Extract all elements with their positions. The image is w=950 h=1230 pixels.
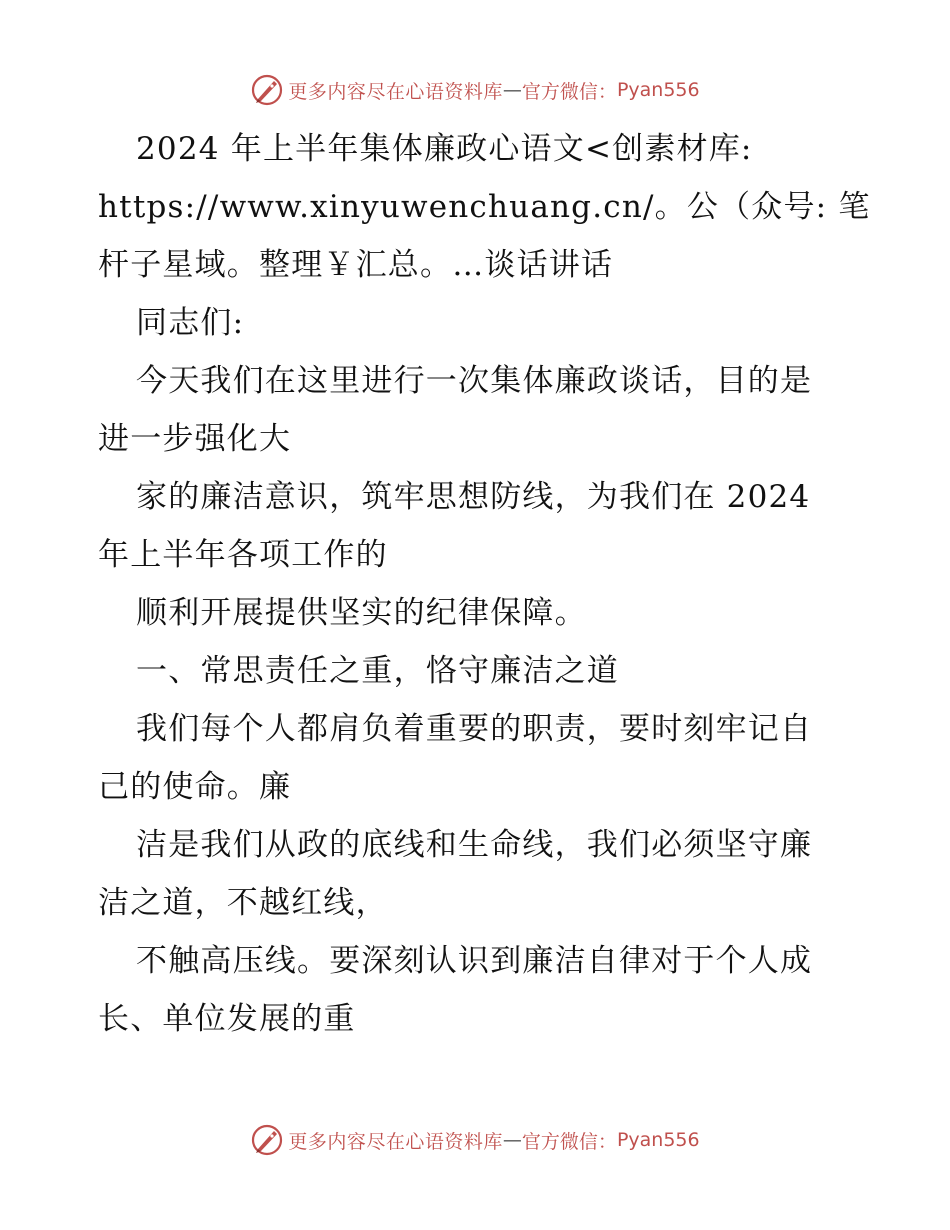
doc-line: 同志们: (136, 305, 245, 341)
doc-line: 长、单位发展的重 (98, 1001, 356, 1037)
quill-pen-logo-icon (250, 73, 284, 107)
doc-line: 顺利开展提供坚实的纪律保障。 (136, 595, 587, 631)
banner-text: 更多内容尽在心语资料库 (288, 80, 503, 103)
document-body (98, 120, 871, 1048)
doc-line: https://www.xinyuwenchuang.cn/。公（众号: 笔 (98, 189, 871, 225)
banner-text: 更多内容尽在心语资料库 (288, 1130, 503, 1153)
doc-line: 我们每个人都肩负着重要的职责，要时刻牢记自 (136, 711, 813, 747)
doc-line: 洁之道，不越红线， (98, 885, 388, 921)
wechat-label: 官方微信： (521, 1130, 617, 1153)
doc-line: 己的使命。廉 (98, 769, 292, 805)
banner-separator: — (502, 79, 522, 101)
doc-line: 今天我们在这里进行一次集体廉政谈话，目的是 (136, 363, 813, 399)
doc-line: 进一步强化大 (98, 421, 292, 457)
doc-line: 洁是我们从政的底线和生命线，我们必须坚守廉 (136, 827, 813, 863)
wechat-id: Pyan556 (616, 79, 700, 101)
doc-line: 2024 年上半年集体廉政心语文<创素材库: (136, 131, 753, 167)
doc-line: 杆子星域。整理￥汇总。…谈话讲话 (98, 247, 614, 283)
doc-line: 家的廉洁意识，筑牢思想防线，为我们在 2024 (136, 479, 811, 515)
quill-pen-logo-icon (250, 1123, 284, 1157)
footer-banner (0, 1120, 950, 1160)
header-banner (0, 70, 950, 110)
section-heading: 一、常思责任之重，恪守廉洁之道 (136, 653, 619, 689)
banner-separator: — (502, 1129, 522, 1151)
doc-line: 年上半年各项工作的 (98, 537, 388, 573)
wechat-label: 官方微信： (521, 80, 617, 103)
doc-line: 不触高压线。要深刻认识到廉洁自律对于个人成 (136, 943, 813, 979)
wechat-id: Pyan556 (616, 1129, 700, 1151)
